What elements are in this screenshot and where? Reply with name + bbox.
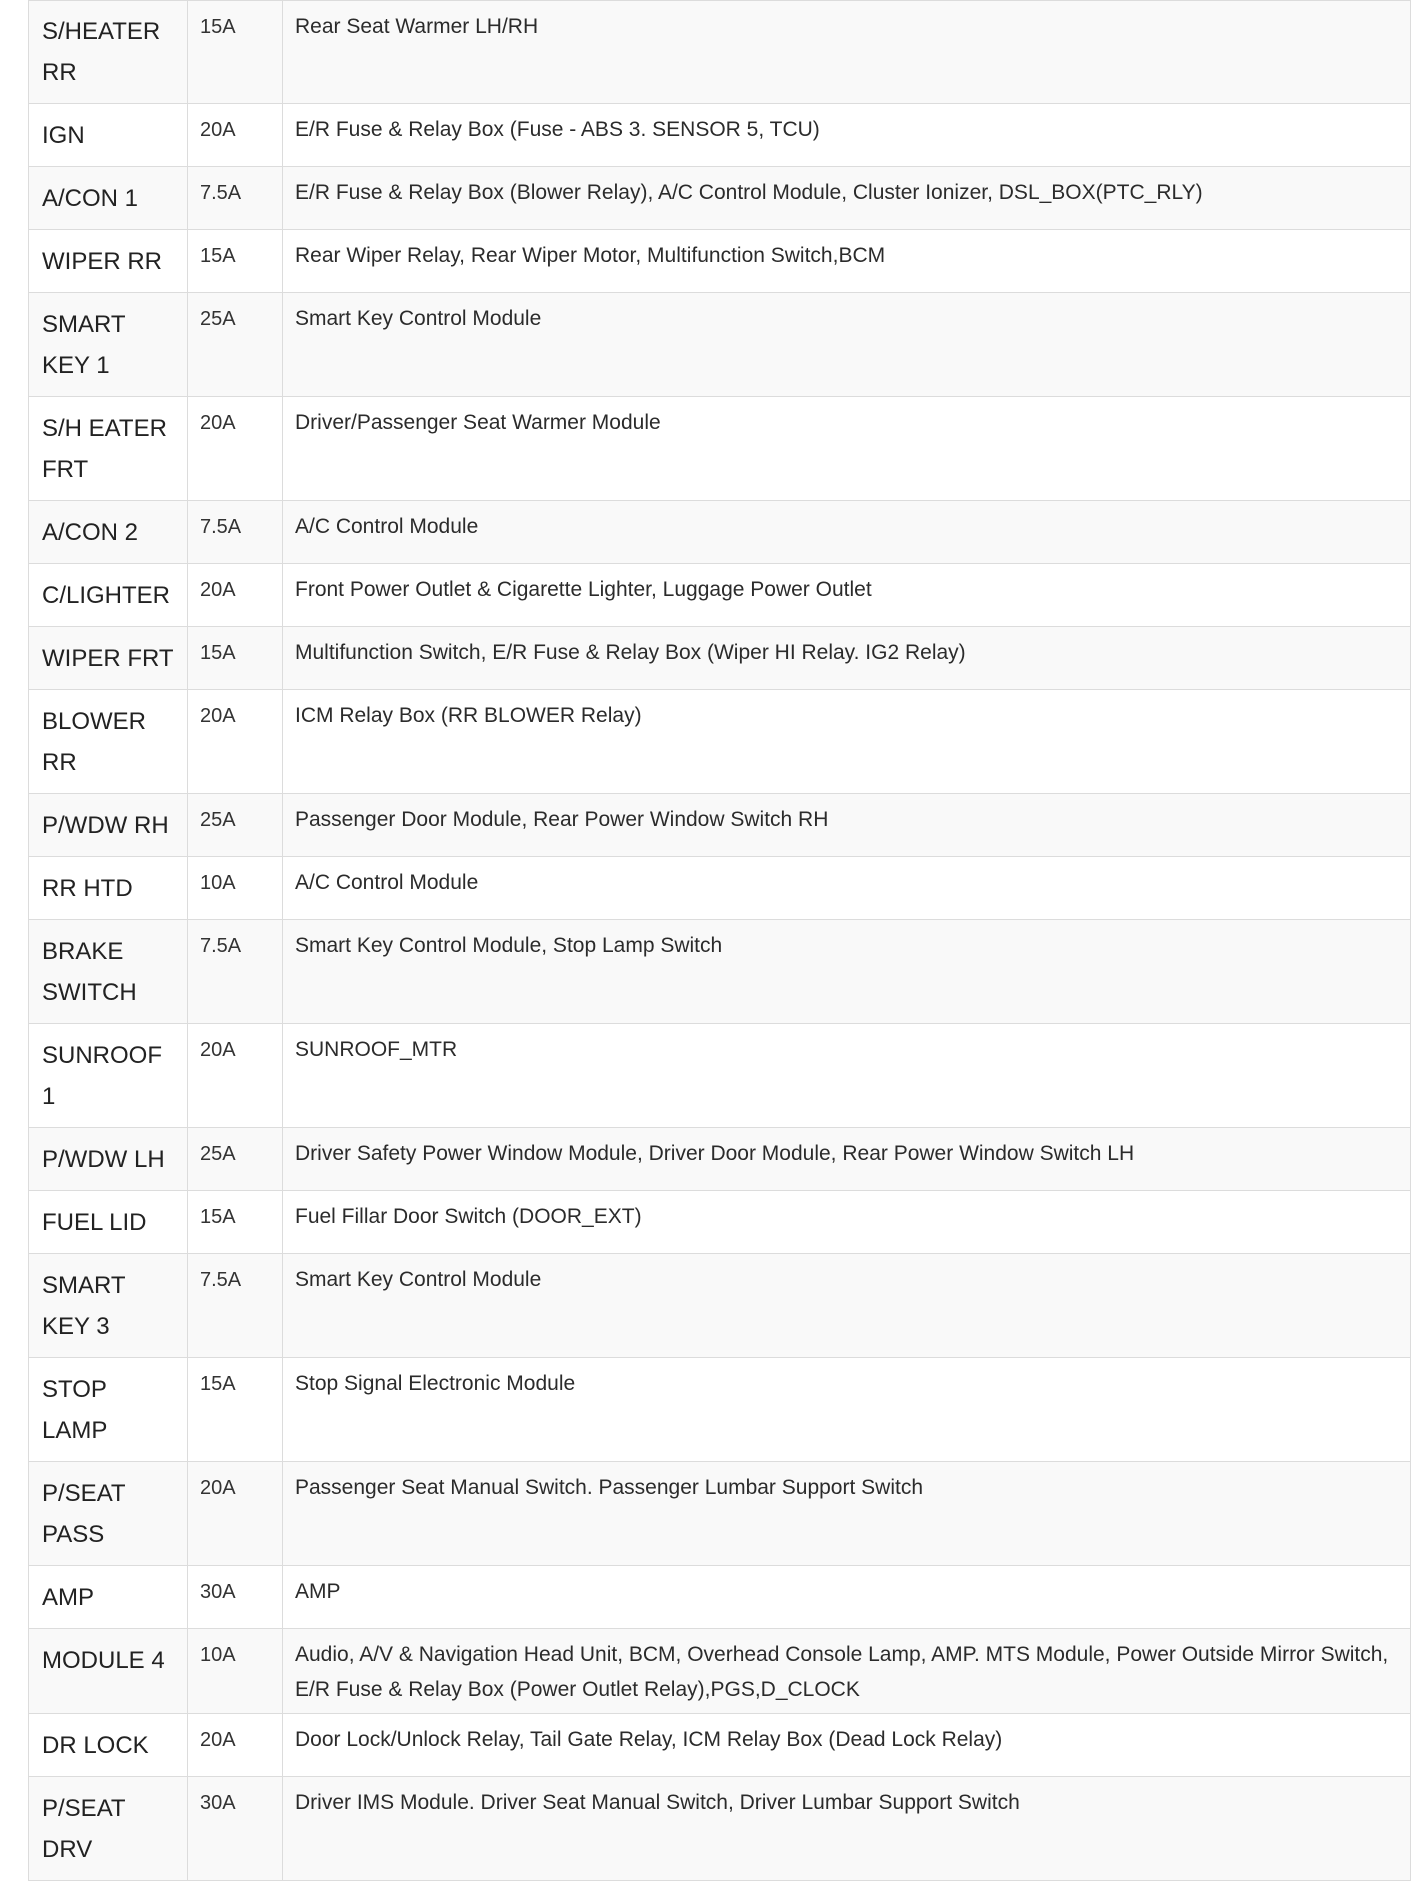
fuse-rating: 20A xyxy=(188,690,283,794)
fuse-name: A/CON 2 xyxy=(29,501,188,564)
table-row xyxy=(29,1128,1411,1191)
fuse-rating: 15A xyxy=(188,230,283,293)
fuse-name: SMART KEY 1 xyxy=(29,293,188,397)
table-row xyxy=(29,1358,1411,1462)
protected-component: Smart Key Control Module xyxy=(283,293,1411,397)
protected-component: E/R Fuse & Relay Box (Blower Relay), A/C Control Module, Cluster Ionizer, DSL_BOX(PTC_RLY) xyxy=(283,167,1411,230)
table-row xyxy=(29,857,1411,920)
protected-component: Front Power Outlet & Cigarette Lighter, Luggage Power Outlet xyxy=(283,564,1411,627)
fuse-rating: 15A xyxy=(188,1191,283,1254)
fuse-rating: 30A xyxy=(188,1777,283,1881)
table-row xyxy=(29,397,1411,501)
table-row xyxy=(29,1254,1411,1358)
fuse-rating: 25A xyxy=(188,293,283,397)
table-row xyxy=(29,1566,1411,1629)
fuse-name: P/WDW RH xyxy=(29,794,188,857)
protected-component: A/C Control Module xyxy=(283,501,1411,564)
fuse-name: MODULE 4 xyxy=(29,1629,188,1714)
fuse-name: P/SEAT PASS xyxy=(29,1462,188,1566)
fuse-name: FUEL LID xyxy=(29,1191,188,1254)
fuse-name: S/H EATER FRT xyxy=(29,397,188,501)
fuse-table xyxy=(28,0,1411,1881)
table-row xyxy=(29,920,1411,1024)
fuse-name: WIPER FRT xyxy=(29,627,188,690)
fuse-name: SMART KEY 3 xyxy=(29,1254,188,1358)
fuse-rating: 20A xyxy=(188,104,283,167)
protected-component: E/R Fuse & Relay Box (Fuse - ABS 3. SENSOR 5, TCU) xyxy=(283,104,1411,167)
protected-component: A/C Control Module xyxy=(283,857,1411,920)
table-row xyxy=(29,1777,1411,1881)
table-row xyxy=(29,690,1411,794)
table-row xyxy=(29,1714,1411,1777)
table-row xyxy=(29,627,1411,690)
protected-component: Rear Seat Warmer LH/RH xyxy=(283,1,1411,104)
fuse-name: C/LIGHTER xyxy=(29,564,188,627)
fuse-rating: 15A xyxy=(188,1,283,104)
fuse-name: A/CON 1 xyxy=(29,167,188,230)
fuse-rating: 25A xyxy=(188,1128,283,1191)
protected-component: ICM Relay Box (RR BLOWER Relay) xyxy=(283,690,1411,794)
fuse-rating: 15A xyxy=(188,1358,283,1462)
fuse-rating: 20A xyxy=(188,1714,283,1777)
table-row xyxy=(29,167,1411,230)
fuse-rating: 20A xyxy=(188,1024,283,1128)
fuse-rating: 30A xyxy=(188,1566,283,1629)
fuse-rating: 20A xyxy=(188,564,283,627)
fuse-rating: 7.5A xyxy=(188,920,283,1024)
protected-component: Passenger Seat Manual Switch. Passenger Lumbar Support Switch xyxy=(283,1462,1411,1566)
fuse-name: P/WDW LH xyxy=(29,1128,188,1191)
fuse-name: IGN xyxy=(29,104,188,167)
fuse-rating: 7.5A xyxy=(188,1254,283,1358)
fuse-name: SUNROOF 1 xyxy=(29,1024,188,1128)
fuse-name: RR HTD xyxy=(29,857,188,920)
fuse-rating: 10A xyxy=(188,1629,283,1714)
fuse-name: S/HEATER RR xyxy=(29,1,188,104)
protected-component: Fuel Fillar Door Switch (DOOR_EXT) xyxy=(283,1191,1411,1254)
fuse-name: BLOWER RR xyxy=(29,690,188,794)
fuse-name: BRAKE SWITCH xyxy=(29,920,188,1024)
protected-component: Driver Safety Power Window Module, Driver Door Module, Rear Power Window Switch LH xyxy=(283,1128,1411,1191)
protected-component: Smart Key Control Module xyxy=(283,1254,1411,1358)
table-row xyxy=(29,564,1411,627)
protected-component: SUNROOF_MTR xyxy=(283,1024,1411,1128)
protected-component: AMP xyxy=(283,1566,1411,1629)
fuse-name: DR LOCK xyxy=(29,1714,188,1777)
protected-component: Smart Key Control Module, Stop Lamp Switch xyxy=(283,920,1411,1024)
table-row xyxy=(29,1024,1411,1128)
fuse-rating: 25A xyxy=(188,794,283,857)
protected-component: Stop Signal Electronic Module xyxy=(283,1358,1411,1462)
fuse-rating: 7.5A xyxy=(188,167,283,230)
fuse-name: WIPER RR xyxy=(29,230,188,293)
table-row xyxy=(29,1,1411,104)
protected-component: Passenger Door Module, Rear Power Window Switch RH xyxy=(283,794,1411,857)
table-row xyxy=(29,501,1411,564)
table-row xyxy=(29,104,1411,167)
fuse-rating: 15A xyxy=(188,627,283,690)
protected-component: Audio, A/V & Navigation Head Unit, BCM, Overhead Console Lamp, AMP. MTS Module, Power Outside Mirror Switch, E/R Fuse & Relay Box (Power Outlet Relay),PGS,D_CLOCK xyxy=(283,1629,1411,1714)
table-row xyxy=(29,1191,1411,1254)
fuse-name: P/SEAT DRV xyxy=(29,1777,188,1881)
protected-component: Rear Wiper Relay, Rear Wiper Motor, Multifunction Switch,BCM xyxy=(283,230,1411,293)
protected-component: Multifunction Switch, E/R Fuse & Relay Box (Wiper HI Relay. IG2 Relay) xyxy=(283,627,1411,690)
fuse-name: AMP xyxy=(29,1566,188,1629)
protected-component: Driver IMS Module. Driver Seat Manual Switch, Driver Lumbar Support Switch xyxy=(283,1777,1411,1881)
table-row xyxy=(29,230,1411,293)
protected-component: Driver/Passenger Seat Warmer Module xyxy=(283,397,1411,501)
fuse-table-body xyxy=(29,1,1411,1881)
table-row xyxy=(29,794,1411,857)
fuse-rating: 10A xyxy=(188,857,283,920)
protected-component: Door Lock/Unlock Relay, Tail Gate Relay, ICM Relay Box (Dead Lock Relay) xyxy=(283,1714,1411,1777)
table-row xyxy=(29,1629,1411,1714)
fuse-name: STOP LAMP xyxy=(29,1358,188,1462)
fuse-rating: 20A xyxy=(188,397,283,501)
fuse-rating: 7.5A xyxy=(188,501,283,564)
table-row xyxy=(29,1462,1411,1566)
table-row xyxy=(29,293,1411,397)
fuse-rating: 20A xyxy=(188,1462,283,1566)
